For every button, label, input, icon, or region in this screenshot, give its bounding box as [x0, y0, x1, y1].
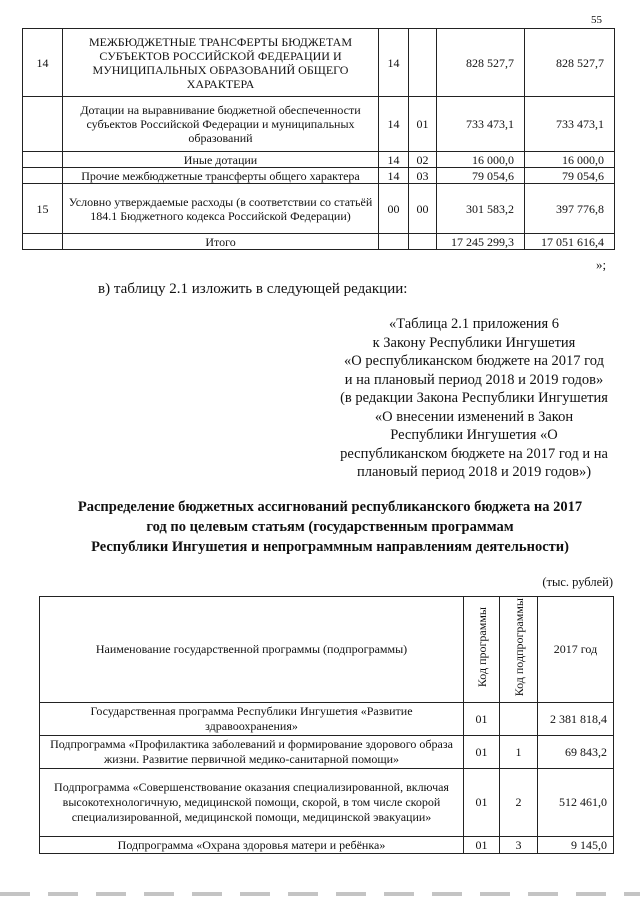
header-subprogram-code-text: Код подпрограммы	[511, 598, 526, 697]
total-row	[23, 234, 615, 250]
row-name: Иные дотации	[63, 152, 379, 168]
row-index: 15	[23, 184, 63, 234]
row-rz: 14	[379, 152, 409, 168]
caption-line: к Закону Республики Ингушетия	[372, 334, 576, 351]
row-index: 14	[23, 29, 63, 97]
program-budget-table	[39, 596, 614, 854]
table-row	[23, 168, 615, 184]
top-budget-table	[22, 28, 615, 250]
row-pr: 00	[409, 184, 437, 234]
row-value-2017b: 828 527,7	[525, 29, 615, 97]
row-subprogram-code: 2	[500, 769, 538, 837]
table-row	[40, 736, 614, 769]
row-program-code: 01	[464, 837, 500, 854]
document-title	[60, 497, 600, 557]
row-value-2017b: 17 051 616,4	[525, 234, 615, 250]
row-value: 2 381 818,4	[538, 703, 614, 736]
row-pr: 02	[409, 152, 437, 168]
table-row	[23, 184, 615, 234]
title-line: Распределение бюджетных ассигнований республиканского бюджета на 2017	[77, 499, 583, 515]
row-subprogram-code	[500, 703, 538, 736]
table-row	[40, 837, 614, 854]
row-program-code: 01	[464, 703, 500, 736]
table-row	[40, 769, 614, 837]
title-line: год по целевым статьям (государственным программам	[146, 519, 514, 535]
row-index	[23, 168, 63, 184]
row-name: Дотации на выравнивание бюджетной обеспеченности субъектов Российской Федерации и муниципальных образований	[63, 97, 379, 152]
row-name: Подпрограмма «Совершенствование оказания специализированной, включая высокотехнологичную, медицинской помощи, скорой, в том числе скорой специализированной, медицинской помощи, медицинской эвакуации»	[40, 769, 464, 837]
caption-line: «О республиканском бюджете на 2017 год и на плановый период 2018 и 2019 годов» (в редакции Закона Республики Ингушетия «О внесении изменений в Закон Республики Ингушетия «О республиканском бюджете на 2017 год и на плановый период 2018 и 2019 годов»)	[340, 353, 608, 480]
row-name: Итого	[63, 234, 379, 250]
row-value-2017: 17 245 299,3	[437, 234, 525, 250]
row-name: Подпрограмма «Охрана здоровья матери и ребёнка»	[40, 837, 464, 854]
row-pr	[409, 29, 437, 97]
row-name: Условно утверждаемые расходы (в соответствии со статьёй 184.1 Бюджетного кодекса Российской Федерации)	[63, 184, 379, 234]
table-row	[23, 29, 615, 97]
row-value-2017b: 16 000,0	[525, 152, 615, 168]
row-rz: 14	[379, 29, 409, 97]
row-value-2017: 79 054,6	[437, 168, 525, 184]
row-rz	[379, 234, 409, 250]
header-program-code	[464, 597, 500, 703]
row-program-code: 01	[464, 769, 500, 837]
row-name: МЕЖБЮДЖЕТНЫЕ ТРАНСФЕРТЫ БЮДЖЕТАМ СУБЪЕКТОВ РОССИЙСКОЙ ФЕДЕРАЦИИ И МУНИЦИПАЛЬНЫХ ОБРАЗОВАНИЙ ОБЩЕГО ХАРАКТЕРА	[63, 29, 379, 97]
scan-edge-artifact	[0, 892, 640, 896]
header-subprogram-code	[500, 597, 538, 703]
row-value: 69 843,2	[538, 736, 614, 769]
row-rz: 14	[379, 168, 409, 184]
row-value: 512 461,0	[538, 769, 614, 837]
row-pr	[409, 234, 437, 250]
table-header-row	[40, 597, 614, 703]
caption-line: «Таблица 2.1 приложения 6	[389, 316, 559, 332]
title-line: Республики Ингушетия и непрограммным направлениям деятельности)	[91, 539, 569, 555]
row-value-2017: 16 000,0	[437, 152, 525, 168]
units-label: (тыс. рублей)	[542, 575, 613, 589]
row-index	[23, 234, 63, 250]
table-caption	[340, 315, 608, 482]
header-name: Наименование государственной программы (подпрограммы)	[40, 597, 464, 703]
row-pr: 03	[409, 168, 437, 184]
row-name: Подпрограмма «Профилактика заболеваний и формирование здорового образа жизни. Развитие первичной медико-санитарной помощи»	[40, 736, 464, 769]
header-program-code-text: Код программы	[474, 607, 489, 688]
amendment-intro: в) таблицу 2.1 изложить в следующей редакции:	[98, 281, 408, 297]
table-row	[40, 703, 614, 736]
row-name: Прочие межбюджетные трансферты общего характера	[63, 168, 379, 184]
row-subprogram-code: 3	[500, 837, 538, 854]
row-subprogram-code: 1	[500, 736, 538, 769]
row-value-2017: 733 473,1	[437, 97, 525, 152]
row-value: 9 145,0	[538, 837, 614, 854]
row-pr: 01	[409, 97, 437, 152]
table-row	[23, 97, 615, 152]
row-index	[23, 152, 63, 168]
row-rz: 00	[379, 184, 409, 234]
row-name: Государственная программа Республики Ингушетия «Развитие здравоохранения»	[40, 703, 464, 736]
header-year: 2017 год	[538, 597, 614, 703]
row-rz: 14	[379, 97, 409, 152]
row-value-2017b: 733 473,1	[525, 97, 615, 152]
row-value-2017b: 397 776,8	[525, 184, 615, 234]
table-row	[23, 152, 615, 168]
row-value-2017: 828 527,7	[437, 29, 525, 97]
row-value-2017: 301 583,2	[437, 184, 525, 234]
row-program-code: 01	[464, 736, 500, 769]
row-value-2017b: 79 054,6	[525, 168, 615, 184]
row-index	[23, 97, 63, 152]
page-number: 55	[591, 14, 602, 26]
closing-quote: »;	[596, 257, 607, 272]
